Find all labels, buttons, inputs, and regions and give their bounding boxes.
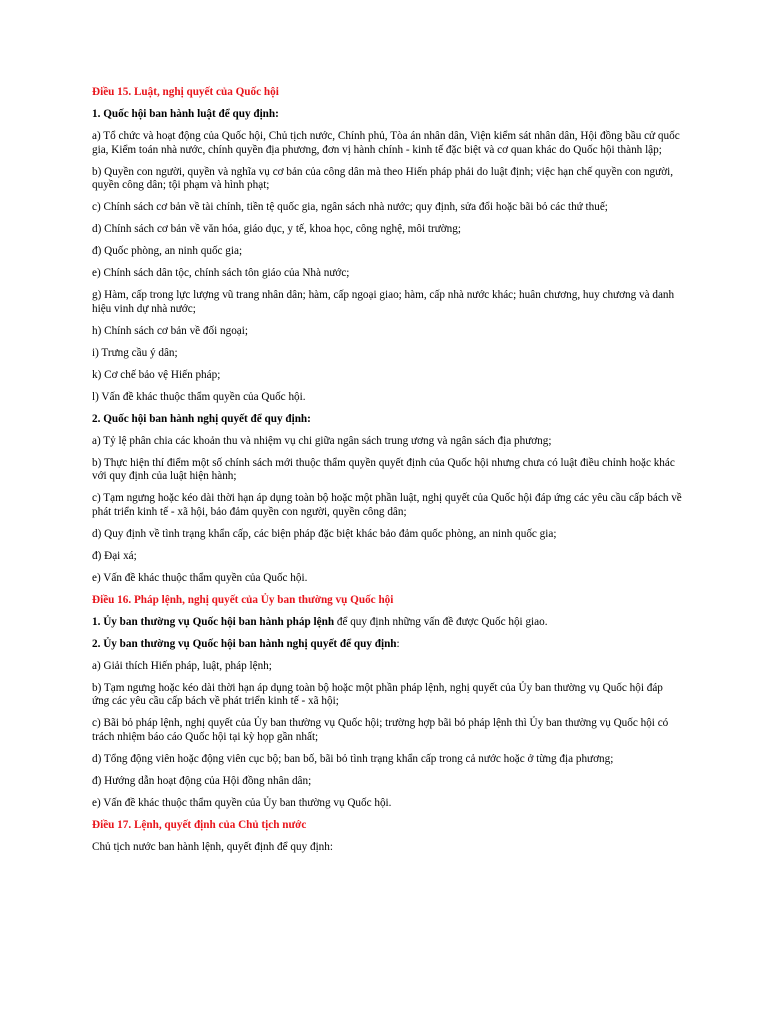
list-item: b) Quyền con người, quyền và nghĩa vụ cơ bản của công dân mà theo Hiến pháp phải do luật định; việc hạn chế quyền con người, quyền công dân; tội phạm và hình phạt; xyxy=(92,165,674,192)
article-16-title: Điều 16. Pháp lệnh, nghị quyết của Ủy ban thường vụ Quốc hội xyxy=(92,593,394,606)
list-item: d) Quy định về tình trạng khẩn cấp, các biện pháp đặc biệt khác bảo đảm quốc phòng, an ninh quốc gia; xyxy=(92,527,557,540)
article-15-title: Điều 15. Luật, nghị quyết của Quốc hội xyxy=(92,86,279,98)
article-17-intro: Chủ tịch nước ban hành lệnh, quyết định để quy định: xyxy=(92,840,333,853)
list-item: a) Tổ chức và hoạt động của Quốc hội, Chủ tịch nước, Chính phủ, Tòa án nhân dân, Viện kiểm sát nhân dân, Hội đồng bầu cử quốc gia, Kiểm toán nhà nước, chính quyền địa phương, đơn vị hành chính - kinh tế đặc biệt và cơ quan khác do Quốc hội thành lập; xyxy=(92,129,680,156)
list-item: b) Thực hiện thí điểm một số chính sách mới thuộc thẩm quyền quyết định của Quốc hội nhưng chưa có luật điều chỉnh hoặc khác với quy định của luật hiện hành; xyxy=(92,456,675,483)
list-item: a) Giải thích Hiến pháp, luật, pháp lệnh; xyxy=(92,659,272,672)
list-item: e) Vấn đề khác thuộc thẩm quyền của Quốc hội. xyxy=(92,571,308,584)
list-item: g) Hàm, cấp trong lực lượng vũ trang nhân dân; hàm, cấp ngoại giao; hàm, cấp nhà nước khác; huân chương, huy chương và danh hiệu vinh dự nhà nước; xyxy=(92,289,675,315)
list-item: e) Vấn đề khác thuộc thẩm quyền của Ủy ban thường vụ Quốc hội. xyxy=(92,796,392,809)
article-15-section-1-title: 1. Quốc hội ban hành luật để quy định: xyxy=(92,107,279,120)
list-item: đ) Quốc phòng, an ninh quốc gia; xyxy=(92,245,243,258)
article-15-section-2-title: 2. Quốc hội ban hành nghị quyết để quy định: xyxy=(92,412,311,425)
list-item: đ) Đại xá; xyxy=(92,549,137,562)
list-item: k) Cơ chế bảo vệ Hiến pháp; xyxy=(92,368,221,381)
list-item: a) Tỷ lệ phân chia các khoản thu và nhiệm vụ chi giữa ngân sách trung ương và ngân sách địa phương; xyxy=(92,434,552,447)
list-item: c) Tạm ngưng hoặc kéo dài thời hạn áp dụng toàn bộ hoặc một phần luật, nghị quyết của Quốc hội đáp ứng các yêu cầu cấp bách về phát triển kinh tế - xã hội, bảo đảm quyền con người, quyền công dân; xyxy=(92,492,682,518)
list-item: c) Chính sách cơ bản về tài chính, tiền tệ quốc gia, ngân sách nhà nước; quy định, sửa đổi hoặc bãi bỏ các thứ thuế; xyxy=(92,201,608,214)
list-item: b) Tạm ngưng hoặc kéo dài thời hạn áp dụng toàn bộ hoặc một phần pháp lệnh, nghị quyết của Ủy ban thường vụ Quốc hội đáp ứng các yêu cầu cấp bách về phát triển kinh tế - xã hội; xyxy=(92,681,663,708)
list-item: d) Chính sách cơ bản về văn hóa, giáo dục, y tế, khoa học, công nghệ, môi trường; xyxy=(92,223,461,236)
article-16-section-2-rest: : xyxy=(396,637,400,650)
article-16-section-2 xyxy=(92,638,682,652)
article-16-section-2-bold: 2. Ủy ban thường vụ Quốc hội ban hành nghị quyết để quy định xyxy=(92,637,397,650)
article-16-section-1-rest: để quy định những vấn đề được Quốc hội giao. xyxy=(334,615,548,628)
list-item: h) Chính sách cơ bản về đối ngoại; xyxy=(92,324,248,337)
list-item: c) Bãi bỏ pháp lệnh, nghị quyết của Ủy ban thường vụ Quốc hội; trường hợp bãi bỏ pháp lệnh thì Ủy ban thường vụ Quốc hội có trách nhiệm báo cáo Quốc hội tại kỳ họp gần nhất; xyxy=(92,717,669,743)
list-item: i) Trưng cầu ý dân; xyxy=(92,346,178,359)
document-body xyxy=(92,86,682,863)
article-16-section-1 xyxy=(92,616,682,630)
list-item: đ) Hướng dẫn hoạt động của Hội đồng nhân dân; xyxy=(92,774,312,787)
list-item: e) Chính sách dân tộc, chính sách tôn giáo của Nhà nước; xyxy=(92,267,350,280)
article-16-section-1-bold: 1. Ủy ban thường vụ Quốc hội ban hành pháp lệnh xyxy=(92,615,335,628)
article-17-title: Điều 17. Lệnh, quyết định của Chủ tịch nước xyxy=(92,818,307,831)
list-item: d) Tổng động viên hoặc động viên cục bộ; ban bố, bãi bỏ tình trạng khẩn cấp trong cả nước hoặc ở từng địa phương; xyxy=(92,752,614,765)
list-item: l) Vấn đề khác thuộc thẩm quyền của Quốc hội. xyxy=(92,390,306,403)
